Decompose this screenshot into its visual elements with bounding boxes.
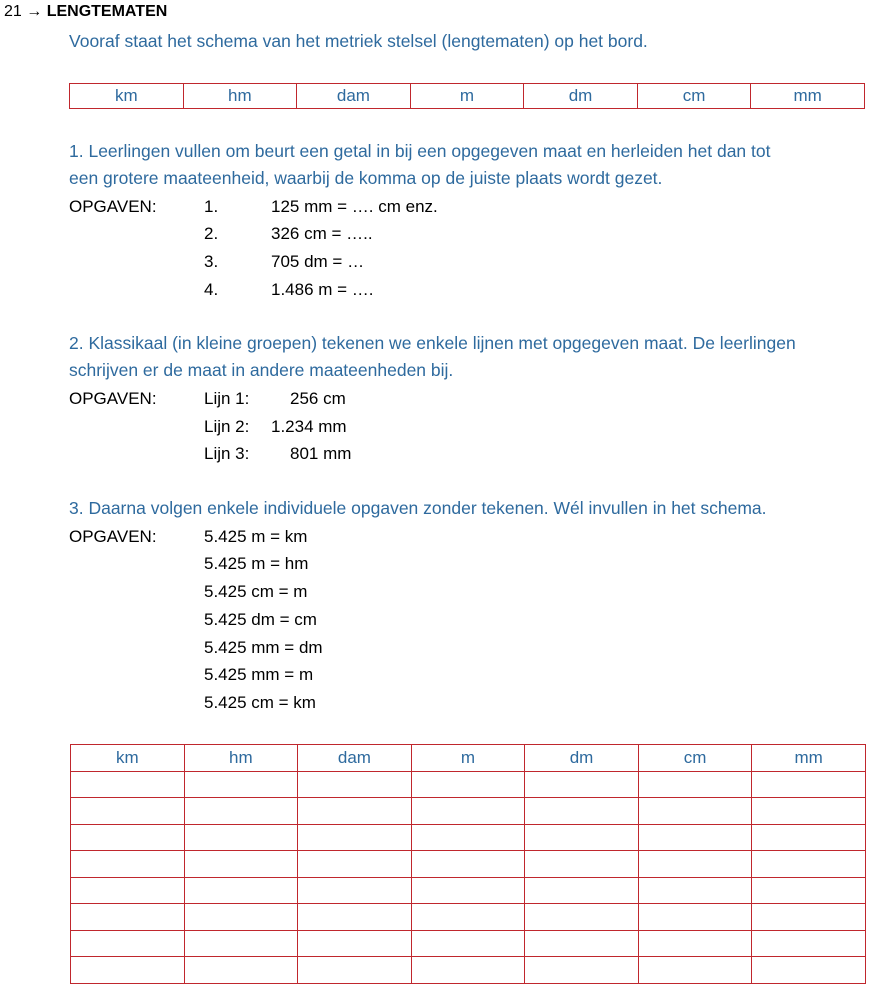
s2-line-value: 801 mm bbox=[290, 444, 352, 463]
empty-cell bbox=[525, 798, 639, 825]
empty-cell bbox=[525, 930, 639, 957]
s1-item-text: 326 cm = ….. bbox=[271, 224, 373, 243]
empty-cell bbox=[752, 930, 866, 957]
empty-cell bbox=[71, 824, 185, 851]
units-table-fill bbox=[70, 744, 866, 984]
empty-cell bbox=[752, 824, 866, 851]
s1-item-num: 4. bbox=[204, 280, 219, 299]
section2-text-line1: 2. Klassikaal (in kleine groepen) tekenen we enkele lijnen met opgegeven maat. De leerlingen bbox=[69, 333, 796, 353]
arrow-icon: → bbox=[26, 3, 43, 20]
unit-cell: dm bbox=[524, 84, 638, 109]
empty-cell bbox=[638, 771, 752, 798]
table-row bbox=[71, 957, 866, 984]
empty-cell bbox=[638, 877, 752, 904]
empty-cell bbox=[525, 824, 639, 851]
empty-cell bbox=[638, 798, 752, 825]
table-header-row bbox=[71, 745, 866, 772]
intro-text: Vooraf staat het schema van het metriek stelsel (lengtematen) op het bord. bbox=[69, 31, 648, 51]
s3-item: 5.425 m = hm bbox=[204, 554, 309, 573]
unit-cell: dm bbox=[525, 745, 639, 772]
empty-cell bbox=[411, 771, 525, 798]
empty-cell bbox=[638, 904, 752, 931]
empty-cell bbox=[298, 957, 412, 984]
unit-cell: hm bbox=[184, 745, 298, 772]
exercise-number: 21 bbox=[4, 3, 22, 20]
empty-cell bbox=[411, 877, 525, 904]
empty-cell bbox=[752, 957, 866, 984]
empty-cell bbox=[71, 930, 185, 957]
empty-cell bbox=[525, 877, 639, 904]
s1-item-num: 3. bbox=[204, 252, 219, 271]
page-title bbox=[4, 3, 167, 21]
section1-text-line1: 1. Leerlingen vullen om beurt een getal in bij een opgegeven maat en herleiden het dan tot bbox=[69, 141, 771, 161]
units-table-top bbox=[69, 83, 865, 109]
table-row bbox=[71, 851, 866, 878]
empty-cell bbox=[184, 957, 298, 984]
empty-cell bbox=[71, 851, 185, 878]
s1-item-text: 1.486 m = …. bbox=[271, 280, 374, 299]
empty-cell bbox=[411, 824, 525, 851]
empty-cell bbox=[298, 851, 412, 878]
empty-cell bbox=[184, 904, 298, 931]
s1-item-text: 705 dm = … bbox=[271, 252, 365, 271]
empty-cell bbox=[184, 851, 298, 878]
section3-label: OPGAVEN: bbox=[69, 527, 157, 546]
empty-cell bbox=[298, 877, 412, 904]
section1-text-line2: een grotere maateenheid, waarbij de komma op de juiste plaats wordt gezet. bbox=[69, 168, 663, 188]
s3-item: 5.425 dm = cm bbox=[204, 610, 317, 629]
empty-cell bbox=[411, 798, 525, 825]
s2-line-value: 1.234 mm bbox=[271, 417, 347, 436]
empty-cell bbox=[752, 771, 866, 798]
unit-cell: mm bbox=[751, 84, 865, 109]
s2-line-name: Lijn 2: bbox=[204, 417, 250, 436]
section2-text-line2: schrijven er de maat in andere maateenheden bij. bbox=[69, 360, 454, 380]
empty-cell bbox=[184, 877, 298, 904]
s1-item-num: 2. bbox=[204, 224, 219, 243]
empty-cell bbox=[752, 851, 866, 878]
s1-item-num: 1. bbox=[204, 197, 219, 216]
empty-cell bbox=[752, 798, 866, 825]
empty-cell bbox=[298, 771, 412, 798]
unit-cell: dam bbox=[298, 745, 412, 772]
table-row bbox=[71, 771, 866, 798]
s3-item: 5.425 mm = m bbox=[204, 665, 314, 684]
empty-cell bbox=[525, 771, 639, 798]
s3-item: 5.425 m = km bbox=[204, 527, 308, 546]
empty-cell bbox=[184, 771, 298, 798]
empty-cell bbox=[638, 957, 752, 984]
table-row bbox=[71, 824, 866, 851]
empty-cell bbox=[298, 824, 412, 851]
unit-cell: dam bbox=[297, 84, 411, 109]
s1-item-text: 125 mm = …. cm enz. bbox=[271, 197, 438, 216]
s2-line-value: 256 cm bbox=[290, 389, 346, 408]
empty-cell bbox=[71, 771, 185, 798]
unit-cell: m bbox=[410, 84, 524, 109]
empty-cell bbox=[298, 904, 412, 931]
empty-cell bbox=[411, 904, 525, 931]
section1-label: OPGAVEN: bbox=[69, 197, 157, 216]
s3-item: 5.425 cm = km bbox=[204, 693, 316, 712]
empty-cell bbox=[525, 904, 639, 931]
unit-cell: cm bbox=[637, 84, 751, 109]
empty-cell bbox=[752, 904, 866, 931]
s3-item: 5.425 mm = dm bbox=[204, 638, 323, 657]
s2-line-name: Lijn 1: bbox=[204, 389, 250, 408]
table-row bbox=[71, 798, 866, 825]
table-row bbox=[70, 84, 865, 109]
table-row bbox=[71, 930, 866, 957]
unit-cell: km bbox=[71, 745, 185, 772]
empty-cell bbox=[184, 824, 298, 851]
unit-cell: mm bbox=[752, 745, 866, 772]
empty-cell bbox=[638, 930, 752, 957]
empty-cell bbox=[71, 904, 185, 931]
s3-item: 5.425 cm = m bbox=[204, 582, 308, 601]
empty-cell bbox=[298, 798, 412, 825]
section3-text: 3. Daarna volgen enkele individuele opgaven zonder tekenen. Wél invullen in het schema. bbox=[69, 498, 767, 518]
empty-cell bbox=[71, 877, 185, 904]
empty-cell bbox=[184, 930, 298, 957]
section2-label: OPGAVEN: bbox=[69, 389, 157, 408]
s2-line-name: Lijn 3: bbox=[204, 444, 250, 463]
empty-cell bbox=[525, 851, 639, 878]
empty-cell bbox=[184, 798, 298, 825]
empty-cell bbox=[71, 957, 185, 984]
empty-cell bbox=[71, 798, 185, 825]
empty-cell bbox=[411, 930, 525, 957]
unit-cell: hm bbox=[183, 84, 297, 109]
empty-cell bbox=[411, 957, 525, 984]
empty-cell bbox=[752, 877, 866, 904]
empty-cell bbox=[638, 824, 752, 851]
empty-cell bbox=[298, 930, 412, 957]
unit-cell: km bbox=[70, 84, 184, 109]
table-row bbox=[71, 904, 866, 931]
empty-cell bbox=[638, 851, 752, 878]
exercise-title: LENGTEMATEN bbox=[46, 3, 168, 20]
unit-cell: cm bbox=[638, 745, 752, 772]
unit-cell: m bbox=[411, 745, 525, 772]
empty-cell bbox=[411, 851, 525, 878]
table-row bbox=[71, 877, 866, 904]
empty-cell bbox=[525, 957, 639, 984]
